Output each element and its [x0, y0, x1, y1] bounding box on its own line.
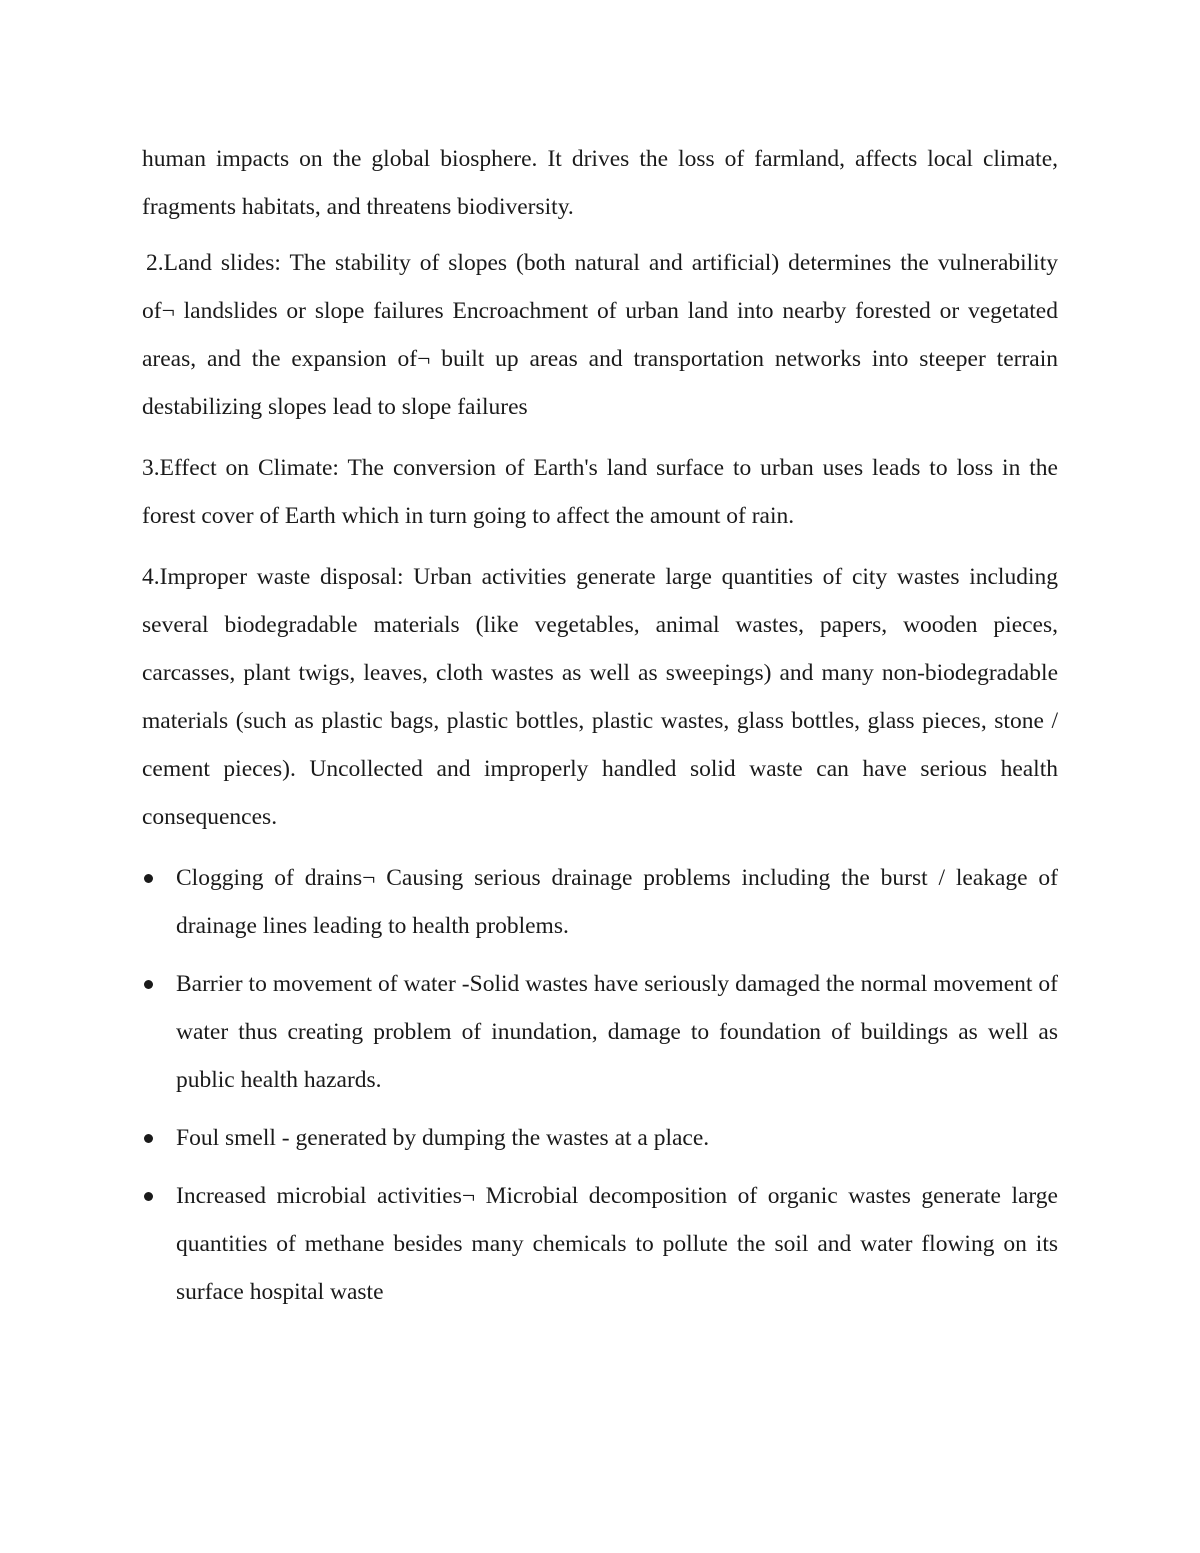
list-item-text: Foul smell - generated by dumping the wastes at a place. [176, 1125, 710, 1151]
bullet-icon [144, 1192, 153, 1201]
list-item [142, 1172, 1058, 1316]
list-item [142, 960, 1058, 1104]
waste-effects-list [142, 854, 1058, 1316]
intro-paragraph: human impacts on the global biosphere. It drives the loss of farmland, affects local climate, fragments habitats, and threatens biodiversity. [142, 146, 1058, 220]
waste-disposal-paragraph: 4.Improper waste disposal: Urban activities generate large quantities of city wastes including several biodegradable materials (like vegetables, animal wastes, papers, wooden pieces, carcasses, plant twigs, leaves, cloth wastes as well as sweepings) and many non-biodegradable materials (such as plastic bags, plastic bottles, plastic wastes, glass bottles, glass pieces, stone / cement pieces). Uncollected and improperly handled solid waste can have serious health consequences. [142, 564, 1058, 830]
list-item-text: Barrier to movement of water -Solid wastes have seriously damaged the normal movement of water thus creating problem of inundation, damage to foundation of buildings as well as public health hazards. [176, 971, 1058, 1093]
list-item-text: Clogging of drains¬ Causing serious drainage problems including the burst / leakage of drainage lines leading to health problems. [176, 865, 1058, 939]
climate-paragraph: 3.Effect on Climate: The conversion of Earth's land surface to urban uses leads to loss in the forest cover of Earth which in turn going to affect the amount of rain. [142, 455, 1058, 529]
landslides-paragraph: 2.Land slides: The stability of slopes (both natural and artificial) determines the vulnerability of¬ landslides or slope failures Encroachment of urban land into nearby forested or vegetated areas, and the expansion of¬ built up areas and transportation networks into steeper terrain destabilizing slopes lead to slope failures [142, 250, 1058, 420]
bullet-icon [144, 980, 153, 989]
list-item-text: Increased microbial activities¬ Microbial decomposition of organic wastes generate large quantities of methane besides many chemicals to pollute the soil and water flowing on its surface hospital waste [176, 1183, 1058, 1305]
list-item [142, 854, 1058, 950]
bullet-icon [144, 874, 153, 883]
list-item [142, 1114, 1058, 1162]
bullet-icon [144, 1134, 153, 1143]
document-page [142, 135, 1058, 1326]
